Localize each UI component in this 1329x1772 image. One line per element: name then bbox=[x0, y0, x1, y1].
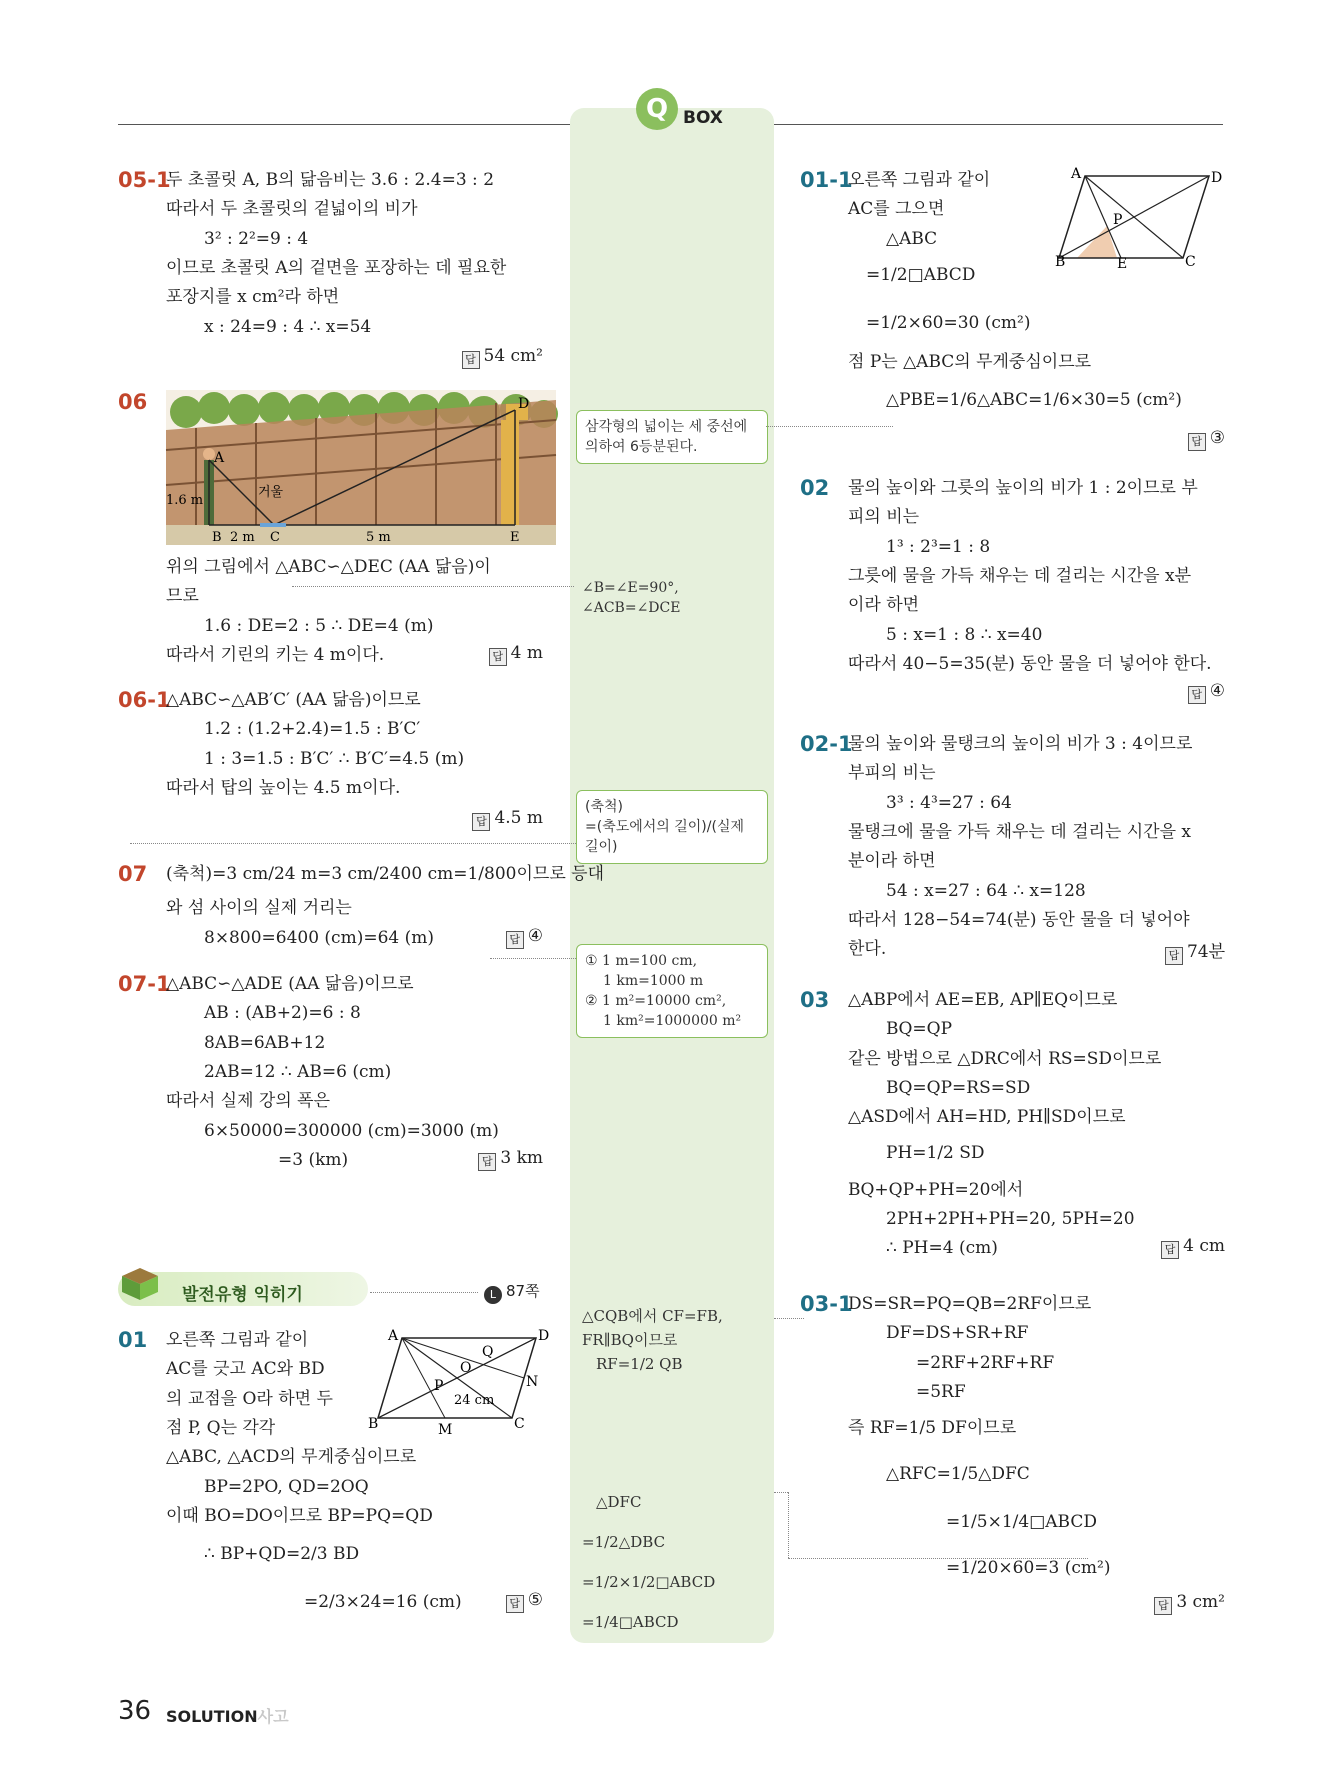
label-a: A bbox=[1071, 166, 1082, 182]
problem-02-1 bbox=[800, 732, 1225, 962]
label-b: B bbox=[368, 1416, 379, 1432]
label-e: E bbox=[510, 530, 520, 545]
leader-line bbox=[490, 958, 576, 959]
label-c: C bbox=[1185, 254, 1196, 270]
answer: 답 4.5 m bbox=[472, 808, 543, 831]
answer: 답 ③ bbox=[1188, 428, 1225, 451]
note-angles bbox=[582, 578, 762, 618]
note-line: (축척) bbox=[585, 799, 623, 815]
text-line: (축척)=3 cm/24 m=3 cm/2400 cm=1/800이므로 등대 bbox=[166, 864, 604, 884]
text-line: 따라서 두 초콜릿의 겉넓이의 비가 bbox=[166, 199, 418, 219]
text-line: 이라 하면 bbox=[848, 595, 920, 615]
note-line: △DFC bbox=[596, 1493, 642, 1511]
text-line: =1/5×1/4□ABCD bbox=[946, 1512, 1097, 1532]
text-line: 3² : 2²=9 : 4 bbox=[204, 229, 309, 249]
text-line: =1/20×60=3 (cm²) bbox=[946, 1558, 1111, 1578]
text-line: BP=2PO, QD=2OQ bbox=[204, 1477, 369, 1497]
text-line: 8×800=6400 (cm)=64 (m) bbox=[204, 928, 434, 948]
problem-02 bbox=[800, 476, 1225, 706]
label-b: B bbox=[212, 530, 222, 545]
text-line: PH=1/2 SD bbox=[886, 1143, 985, 1163]
note-line: ② 1 m²=10000 cm², bbox=[585, 993, 727, 1009]
text-line: △PBE=1/6△ABC=1/6×30=5 (cm²) bbox=[886, 390, 1182, 410]
text-line: =2RF+2RF+RF bbox=[916, 1353, 1055, 1373]
label-2m: 2 m bbox=[230, 530, 255, 545]
text-line: =3 (km) bbox=[278, 1150, 349, 1170]
note-line: ∠B=∠E=90°, bbox=[582, 580, 679, 596]
text-line: 따라서 기린의 키는 4 m이다. bbox=[166, 645, 385, 665]
label-m: M bbox=[438, 1422, 453, 1438]
section-title: 발전유형 익히기 bbox=[182, 1285, 303, 1305]
leader-line bbox=[774, 1492, 788, 1493]
answer: 답 4 m bbox=[489, 643, 543, 666]
label-c: C bbox=[270, 530, 280, 545]
text-line: △ABC∽△AB′C′ (AA 닮음)이므로 bbox=[166, 690, 421, 710]
text-line: 물의 높이와 그릇의 높이의 비가 1 : 2이므로 부 bbox=[848, 478, 1198, 498]
problem-07-1 bbox=[118, 972, 543, 1182]
label-p: P bbox=[1113, 212, 1123, 228]
text-line: 1.2 : (1.2+2.4)=1.5 : B′C′ bbox=[204, 719, 421, 739]
text-line: 따라서 128−54=74(분) 동안 물을 더 넣어야 bbox=[848, 910, 1190, 930]
text-line: AC를 긋고 AC와 BD bbox=[166, 1359, 325, 1379]
text-line: △ABC∽△ADE (AA 닮음)이므로 bbox=[166, 974, 414, 994]
problem-07 bbox=[118, 858, 604, 958]
label-c: C bbox=[514, 1416, 525, 1432]
problem-number: 03 bbox=[800, 988, 830, 1012]
answer: 답 ④ bbox=[506, 926, 543, 949]
text-line: △ABC, △ACD의 무게중심이므로 bbox=[166, 1447, 417, 1467]
text-line: 1 : 3=1.5 : B′C′ ∴ B′C′=4.5 (m) bbox=[204, 749, 465, 769]
leader-line bbox=[788, 1492, 789, 1558]
label-o: O bbox=[460, 1360, 472, 1376]
problem-number: 01 bbox=[118, 1328, 148, 1352]
text-line: BQ=QP bbox=[886, 1019, 953, 1039]
text-line: 이므로 초콜릿 A의 겉면을 포장하는 데 필요한 bbox=[166, 258, 507, 278]
text-line: 1.6 : DE=2 : 5 ∴ DE=4 (m) bbox=[204, 616, 434, 636]
text-line: 같은 방법으로 △DRC에서 RS=SD이므로 bbox=[848, 1049, 1162, 1069]
parallelogram-figure-01 bbox=[368, 1328, 548, 1438]
text-line: 부피의 비는 bbox=[848, 763, 936, 783]
text-line: △RFC=1/5△DFC bbox=[886, 1464, 1030, 1484]
text-line: =1/2□ABCD bbox=[866, 265, 976, 285]
answer-icon: 답 bbox=[506, 1595, 524, 1613]
problem-01-1 bbox=[800, 168, 1225, 448]
text-line: 54 : x=27 : 64 ∴ x=128 bbox=[886, 881, 1086, 901]
answer-icon: 답 bbox=[478, 1153, 496, 1171]
text-line: BQ+QP+PH=20에서 bbox=[848, 1180, 1024, 1200]
answer-icon: 답 bbox=[506, 931, 524, 949]
note-line: ∠ACB=∠DCE bbox=[582, 600, 681, 616]
answer: 답 ⑤ bbox=[506, 1590, 543, 1613]
answer: 답 3 km bbox=[478, 1148, 543, 1171]
text-line: 한다. bbox=[848, 939, 887, 959]
parallelogram-figure-01-1 bbox=[1055, 166, 1225, 272]
problem-06 bbox=[118, 390, 543, 670]
answer: 답 ④ bbox=[1188, 681, 1225, 704]
note-line: 1 km=1000 m bbox=[603, 973, 704, 989]
answer-icon: 답 bbox=[1165, 947, 1183, 965]
qbox-badge: Q bbox=[636, 88, 678, 130]
answer-icon: 답 bbox=[489, 648, 507, 666]
label-24cm: 24 cm bbox=[454, 1393, 495, 1408]
text-line: AC를 그으면 bbox=[848, 199, 945, 219]
text-line: △ASD에서 AH=HD, PH∥SD이므로 bbox=[848, 1107, 1126, 1127]
text-line: x : 24=9 : 4 ∴ x=54 bbox=[204, 317, 372, 337]
text-line: ∴ PH=4 (cm) bbox=[886, 1238, 998, 1258]
note-line: =1/4□ABCD bbox=[582, 1613, 679, 1631]
problem-number: 05-1 bbox=[118, 168, 171, 192]
label-5m: 5 m bbox=[366, 530, 391, 545]
text-line: =2/3×24=16 (cm) bbox=[304, 1592, 462, 1612]
label-q: Q bbox=[482, 1344, 494, 1360]
problem-number: 07-1 bbox=[118, 972, 171, 996]
note-scale bbox=[576, 790, 768, 864]
page-ref-icon: L bbox=[484, 1286, 502, 1304]
answer-icon: 답 bbox=[1188, 686, 1206, 704]
label-e: E bbox=[1117, 256, 1128, 272]
text-line: 분이라 하면 bbox=[848, 851, 936, 871]
text-line: 이때 BO=DO이므로 BP=PQ=QD bbox=[166, 1506, 433, 1526]
problem-number: 03-1 bbox=[800, 1292, 853, 1316]
problem-number: 01-1 bbox=[800, 168, 853, 192]
problem-number: 06-1 bbox=[118, 688, 171, 712]
section-page-ref: L 87쪽 bbox=[484, 1280, 540, 1304]
answer-icon: 답 bbox=[1188, 433, 1206, 451]
text-line: 두 초콜릿 A, B의 닮음비는 3.6 : 2.4=3 : 2 bbox=[166, 170, 495, 190]
text-line: 따라서 탑의 높이는 4.5 m이다. bbox=[166, 778, 401, 798]
answer: 답 3 cm² bbox=[1154, 1592, 1225, 1615]
text-line: 따라서 40−5=35(분) 동안 물을 더 넣어야 한다. bbox=[848, 654, 1212, 674]
problem-number: 02 bbox=[800, 476, 830, 500]
text-line: 2PH+2PH+PH=20, 5PH=20 bbox=[886, 1209, 1135, 1229]
label-b: B bbox=[1055, 254, 1066, 270]
text-line: 2AB=12 ∴ AB=6 (cm) bbox=[204, 1062, 392, 1082]
answer: 답 4 cm bbox=[1161, 1236, 1225, 1259]
text-line: 물탱크에 물을 가득 채우는 데 걸리는 시간을 x bbox=[848, 822, 1192, 842]
leader-line bbox=[370, 1292, 478, 1293]
answer-icon: 답 bbox=[462, 351, 480, 369]
problem-number: 02-1 bbox=[800, 732, 853, 756]
text-line: BQ=QP=RS=SD bbox=[886, 1078, 1031, 1098]
note-line: =(축도에서의 길이)/(실제 길이) bbox=[585, 819, 744, 855]
answer: 답 74분 bbox=[1165, 937, 1225, 965]
cube-icon bbox=[120, 1262, 160, 1302]
leader-line bbox=[292, 586, 574, 587]
note-units bbox=[576, 944, 768, 1038]
note-line: △CQB에서 CF=FB, bbox=[582, 1307, 723, 1325]
text-line: 점 P, Q는 각각 bbox=[166, 1418, 276, 1438]
brand-text: SOLUTION bbox=[166, 1707, 258, 1726]
page-number: 36 bbox=[118, 1696, 152, 1726]
text-line: ∴ BP+QD=2/3 BD bbox=[204, 1544, 360, 1564]
label-a: A bbox=[214, 450, 225, 466]
note-line: =1/2×1/2□ABCD bbox=[582, 1573, 716, 1591]
text-line: 점 P는 △ABC의 무게중심이므로 bbox=[848, 352, 1092, 372]
qbox-label: BOX bbox=[683, 108, 723, 128]
text-line: 즉 RF=1/5 DF이므로 bbox=[848, 1418, 1017, 1438]
problem-06-1 bbox=[118, 688, 543, 838]
note-line: RF=1/2 QB bbox=[596, 1355, 683, 1373]
note-line: ① 1 m=100 cm, bbox=[585, 953, 698, 969]
text-line: 3³ : 4³=27 : 64 bbox=[886, 793, 1012, 813]
note-cqb bbox=[582, 1304, 762, 1376]
note-line: 1 km²=1000000 m² bbox=[603, 1013, 742, 1029]
problem-03 bbox=[800, 988, 1225, 1258]
text-line: 위의 그림에서 △ABC∽△DEC (AA 닮음)이 bbox=[166, 557, 491, 577]
text-line: 므로 bbox=[166, 586, 199, 606]
label-height: 1.6 m bbox=[166, 493, 204, 508]
answer-icon: 답 bbox=[472, 813, 490, 831]
text-line: △ABP에서 AE=EB, AP∥EQ이므로 bbox=[848, 990, 1118, 1010]
text-line: 6×50000=300000 (cm)=3000 (m) bbox=[204, 1121, 499, 1141]
text-line: =1/2×60=30 (cm²) bbox=[866, 313, 1031, 333]
label-d: D bbox=[518, 396, 530, 412]
footer-brand bbox=[166, 1704, 289, 1727]
leader-line bbox=[130, 843, 576, 844]
text-line: 오른쪽 그림과 같이 bbox=[848, 170, 991, 190]
text-line: 1³ : 2³=1 : 8 bbox=[886, 537, 991, 557]
giraffe-mirror-figure bbox=[166, 390, 556, 545]
answer-icon: 답 bbox=[1154, 1597, 1172, 1615]
text-line: =5RF bbox=[916, 1382, 966, 1402]
text-line: 와 섬 사이의 실제 거리는 bbox=[166, 898, 352, 918]
text-line: 포장지를 x cm²라 하면 bbox=[166, 287, 340, 307]
problem-05-1 bbox=[118, 168, 543, 368]
text-line: 그릇에 물을 가득 채우는 데 걸리는 시간을 x분 bbox=[848, 566, 1192, 586]
brand-text-faded: 사고 bbox=[257, 1707, 289, 1726]
note-centroid: 삼각형의 넓이는 세 중선에 의하여 6등분된다. bbox=[576, 410, 768, 464]
note-line: FR∥BQ이므로 bbox=[582, 1331, 678, 1349]
answer-icon: 답 bbox=[1161, 1241, 1179, 1259]
text-line: DF=DS+SR+RF bbox=[886, 1323, 1029, 1343]
note-line: =1/2△DBC bbox=[582, 1533, 666, 1551]
problem-number: 07 bbox=[118, 862, 148, 886]
note-dfc bbox=[582, 1482, 762, 1642]
label-p: P bbox=[434, 1378, 444, 1394]
problem-03-1 bbox=[800, 1292, 1225, 1622]
text-line: △ABC bbox=[886, 229, 938, 249]
answer: 답 54 cm² bbox=[462, 346, 544, 369]
text-line: DS=SR=PQ=QB=2RF이므로 bbox=[848, 1294, 1092, 1314]
problem-number: 06 bbox=[118, 390, 148, 414]
text-line: 피의 비는 bbox=[848, 507, 920, 527]
text-line: 의 교점을 O라 하면 두 bbox=[166, 1389, 333, 1409]
text-line: AB : (AB+2)=6 : 8 bbox=[204, 1003, 361, 1023]
text-line: 물의 높이와 물탱크의 높이의 비가 3 : 4이므로 bbox=[848, 734, 1193, 754]
label-a: A bbox=[388, 1328, 399, 1344]
text-line: 오른쪽 그림과 같이 bbox=[166, 1330, 309, 1350]
problem-01 bbox=[118, 1328, 550, 1628]
label-mirror: 거울 bbox=[258, 485, 284, 500]
label-d: D bbox=[538, 1328, 550, 1344]
text-line: 따라서 실제 강의 폭은 bbox=[166, 1091, 331, 1111]
label-d: D bbox=[1211, 170, 1223, 186]
label-n: N bbox=[526, 1374, 539, 1390]
text-line: 8AB=6AB+12 bbox=[204, 1033, 326, 1053]
text-line: 5 : x=1 : 8 ∴ x=40 bbox=[886, 625, 1043, 645]
